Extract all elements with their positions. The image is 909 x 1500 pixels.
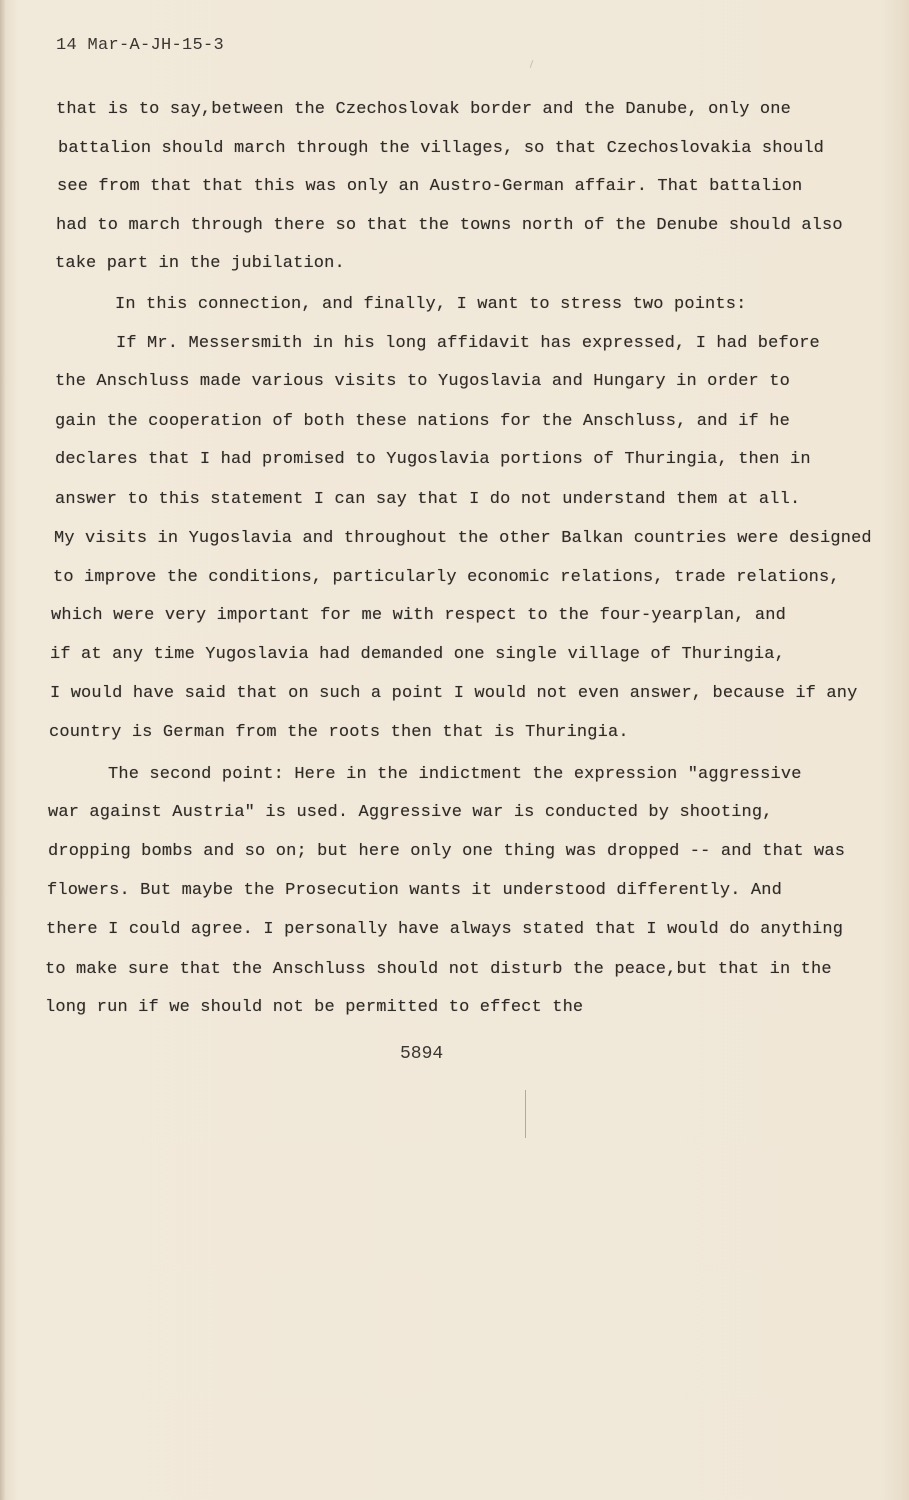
scan-mark [525, 1090, 526, 1138]
text-line: which were very important for me with respect to the four-yearplan, and [51, 606, 786, 625]
text-line: long run if we should not be permitted to effect the [45, 998, 584, 1017]
text-line: that is to say,between the Czechoslovak border and the Danube, only one [56, 100, 791, 119]
page-number: 5894 [400, 1044, 444, 1064]
text-line: take part in the jubilation. [55, 254, 345, 273]
text-line: the Anschluss made various visits to Yugoslavia and Hungary in order to [55, 372, 790, 391]
text-line: war against Austria" is used. Aggressive war is conducted by shooting, [48, 803, 773, 822]
text-line: country is German from the roots then that is Thuringia. [49, 723, 629, 742]
text-line: there I could agree. I personally have always stated that I would do anything [46, 920, 844, 939]
text-line: In this connection, and finally, I want to stress two points: [115, 295, 747, 314]
document-reference: 14 Mar-A-JH-15-3 [56, 36, 225, 55]
text-line: battalion should march through the villages, so that Czechoslovakia should [58, 139, 825, 158]
text-line: gain the cooperation of both these nations for the Anschluss, and if he [55, 412, 790, 431]
text-line: declares that I had promised to Yugoslavia portions of Thuringia, then in [55, 450, 811, 469]
text-line: flowers. But maybe the Prosecution wants it understood differently. And [47, 881, 782, 900]
text-line: had to march through there so that the towns north of the Denube should also [56, 216, 843, 235]
text-line: My visits in Yugoslavia and throughout the other Balkan countries were designed [54, 529, 872, 548]
text-line: answer to this statement I can say that I do not understand them at all. [55, 490, 801, 509]
scan-mark [530, 60, 534, 68]
text-line: see from that that this was only an Austro-German affair. That battalion [57, 177, 803, 196]
text-line: to make sure that the Anschluss should not disturb the peace,but that in the [45, 960, 832, 979]
text-line: If Mr. Messersmith in his long affidavit has expressed, I had before [116, 334, 820, 353]
text-line: to improve the conditions, particularly economic relations, trade relations, [53, 568, 840, 587]
text-line: The second point: Here in the indictment the expression "aggressive [108, 765, 802, 784]
text-line: I would have said that on such a point I would not even answer, because if any [50, 684, 858, 703]
text-line: if at any time Yugoslavia had demanded one single village of Thuringia, [50, 645, 785, 664]
text-line: dropping bombs and so on; but here only one thing was dropped -- and that was [48, 842, 846, 861]
